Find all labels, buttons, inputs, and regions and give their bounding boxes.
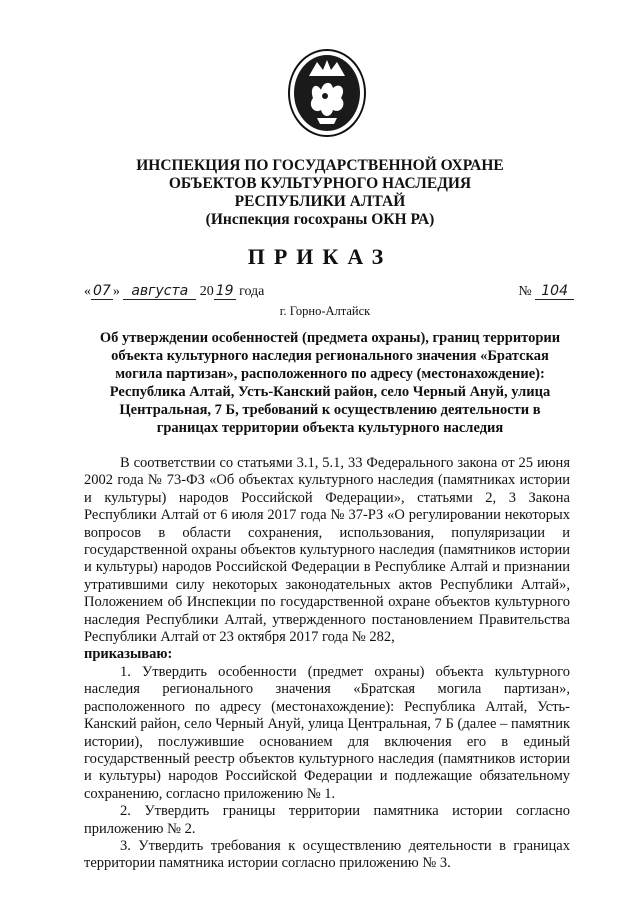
order-date [84,283,264,300]
header-line-1: ИНСПЕКЦИЯ ПО ГОСУДАРСТВЕННОЙ ОХРАНЕ [136,157,504,174]
number-value: 104 [535,283,574,300]
city: г. Горно-Алтайск [279,304,371,318]
order-body [84,455,570,873]
header-line-4: (Инспекция госохраны ОКН РА) [205,211,435,228]
open-quote: « [84,284,91,299]
number-label: № [518,284,532,299]
date-day: 07 [93,283,111,299]
order-subject: Об утверждении особенностей (предмета охраны), границ территории объекта культурного наследия регионального значения «Братская могила партизан», расположенного по адресу (местонахождение): Республика Алтай, Усть-Канский район, село Черный Ануй, улица Центральная, 7 Б, требований к осуществлению деятельности в границах территории объекта культурного наследия [99,330,561,436]
order-item-1: 1. Утвердить особенности (предмет охраны) объекта культурного наследия регионального значения «Братская могила партизан», расположенного по адресу (местонахождение): Республика Алтай, Усть-Канский район, село Черный Ануй, улица Центральная, 7 Б (далее – памятник истории), послужившие основанием для включения его в единый государственный реестр объектов культурного наследия (памятников истории и культуры) народов Российской Федерации и подлежащие обязательному сохранению, согласно приложению № 1. [84,663,570,802]
close-quote: » [112,284,120,299]
date-year-suffix: 19 [215,283,234,299]
date-number-row [84,283,574,305]
order-item-3: 3. Утвердить требования к осуществлению деятельности в границах территории памятника истории согласно приложению № 3. [84,837,570,872]
document-title: ПРИКАЗ [247,244,393,269]
order-number [518,283,574,300]
order-word: приказываю: [84,646,173,663]
organization-header [0,157,640,229]
preamble-paragraph: В соответствии со статьями 3.1, 5.1, 33 Федерального закона от 25 июня 2002 года № 73-ФЗ «Об объектах культурного наследия (памятниках истории и культуры) народов Российской Федерации», статьями 2, 3 Закона Республики Алтай от 6 июля 2017 года № 37-РЗ «О регулировании некоторых вопросов в области сохранения, использования, популяризации и государственной охраны объектов культурного наследия (памятников истории и культуры) народов Российской Федерации в Республике Алтай и признании утратившими силу некоторых законодательных актов Республики Алтай», Положением об Инспекции по государственной охране объектов культурного наследия Республики Алтай, утвержденного постановлением Правительства Республики Алтай от 23 октября 2017 года № 282, [84,455,570,646]
date-year-prefix: 20 [199,284,214,299]
order-item-2: 2. Утвердить границы территории памятника истории согласно приложению № 2. [84,803,570,837]
header-line-2: ОБЪЕКТОВ КУЛЬТУРНОГО НАСЛЕДИЯ [168,175,472,192]
coat-of-arms-emblem [287,48,367,138]
date-year-word: года [239,284,265,299]
date-month: августа [123,283,196,300]
coat-of-arms-icon [287,48,367,138]
header-line-3: РЕСПУБЛИКИ АЛТАЙ [234,193,406,210]
